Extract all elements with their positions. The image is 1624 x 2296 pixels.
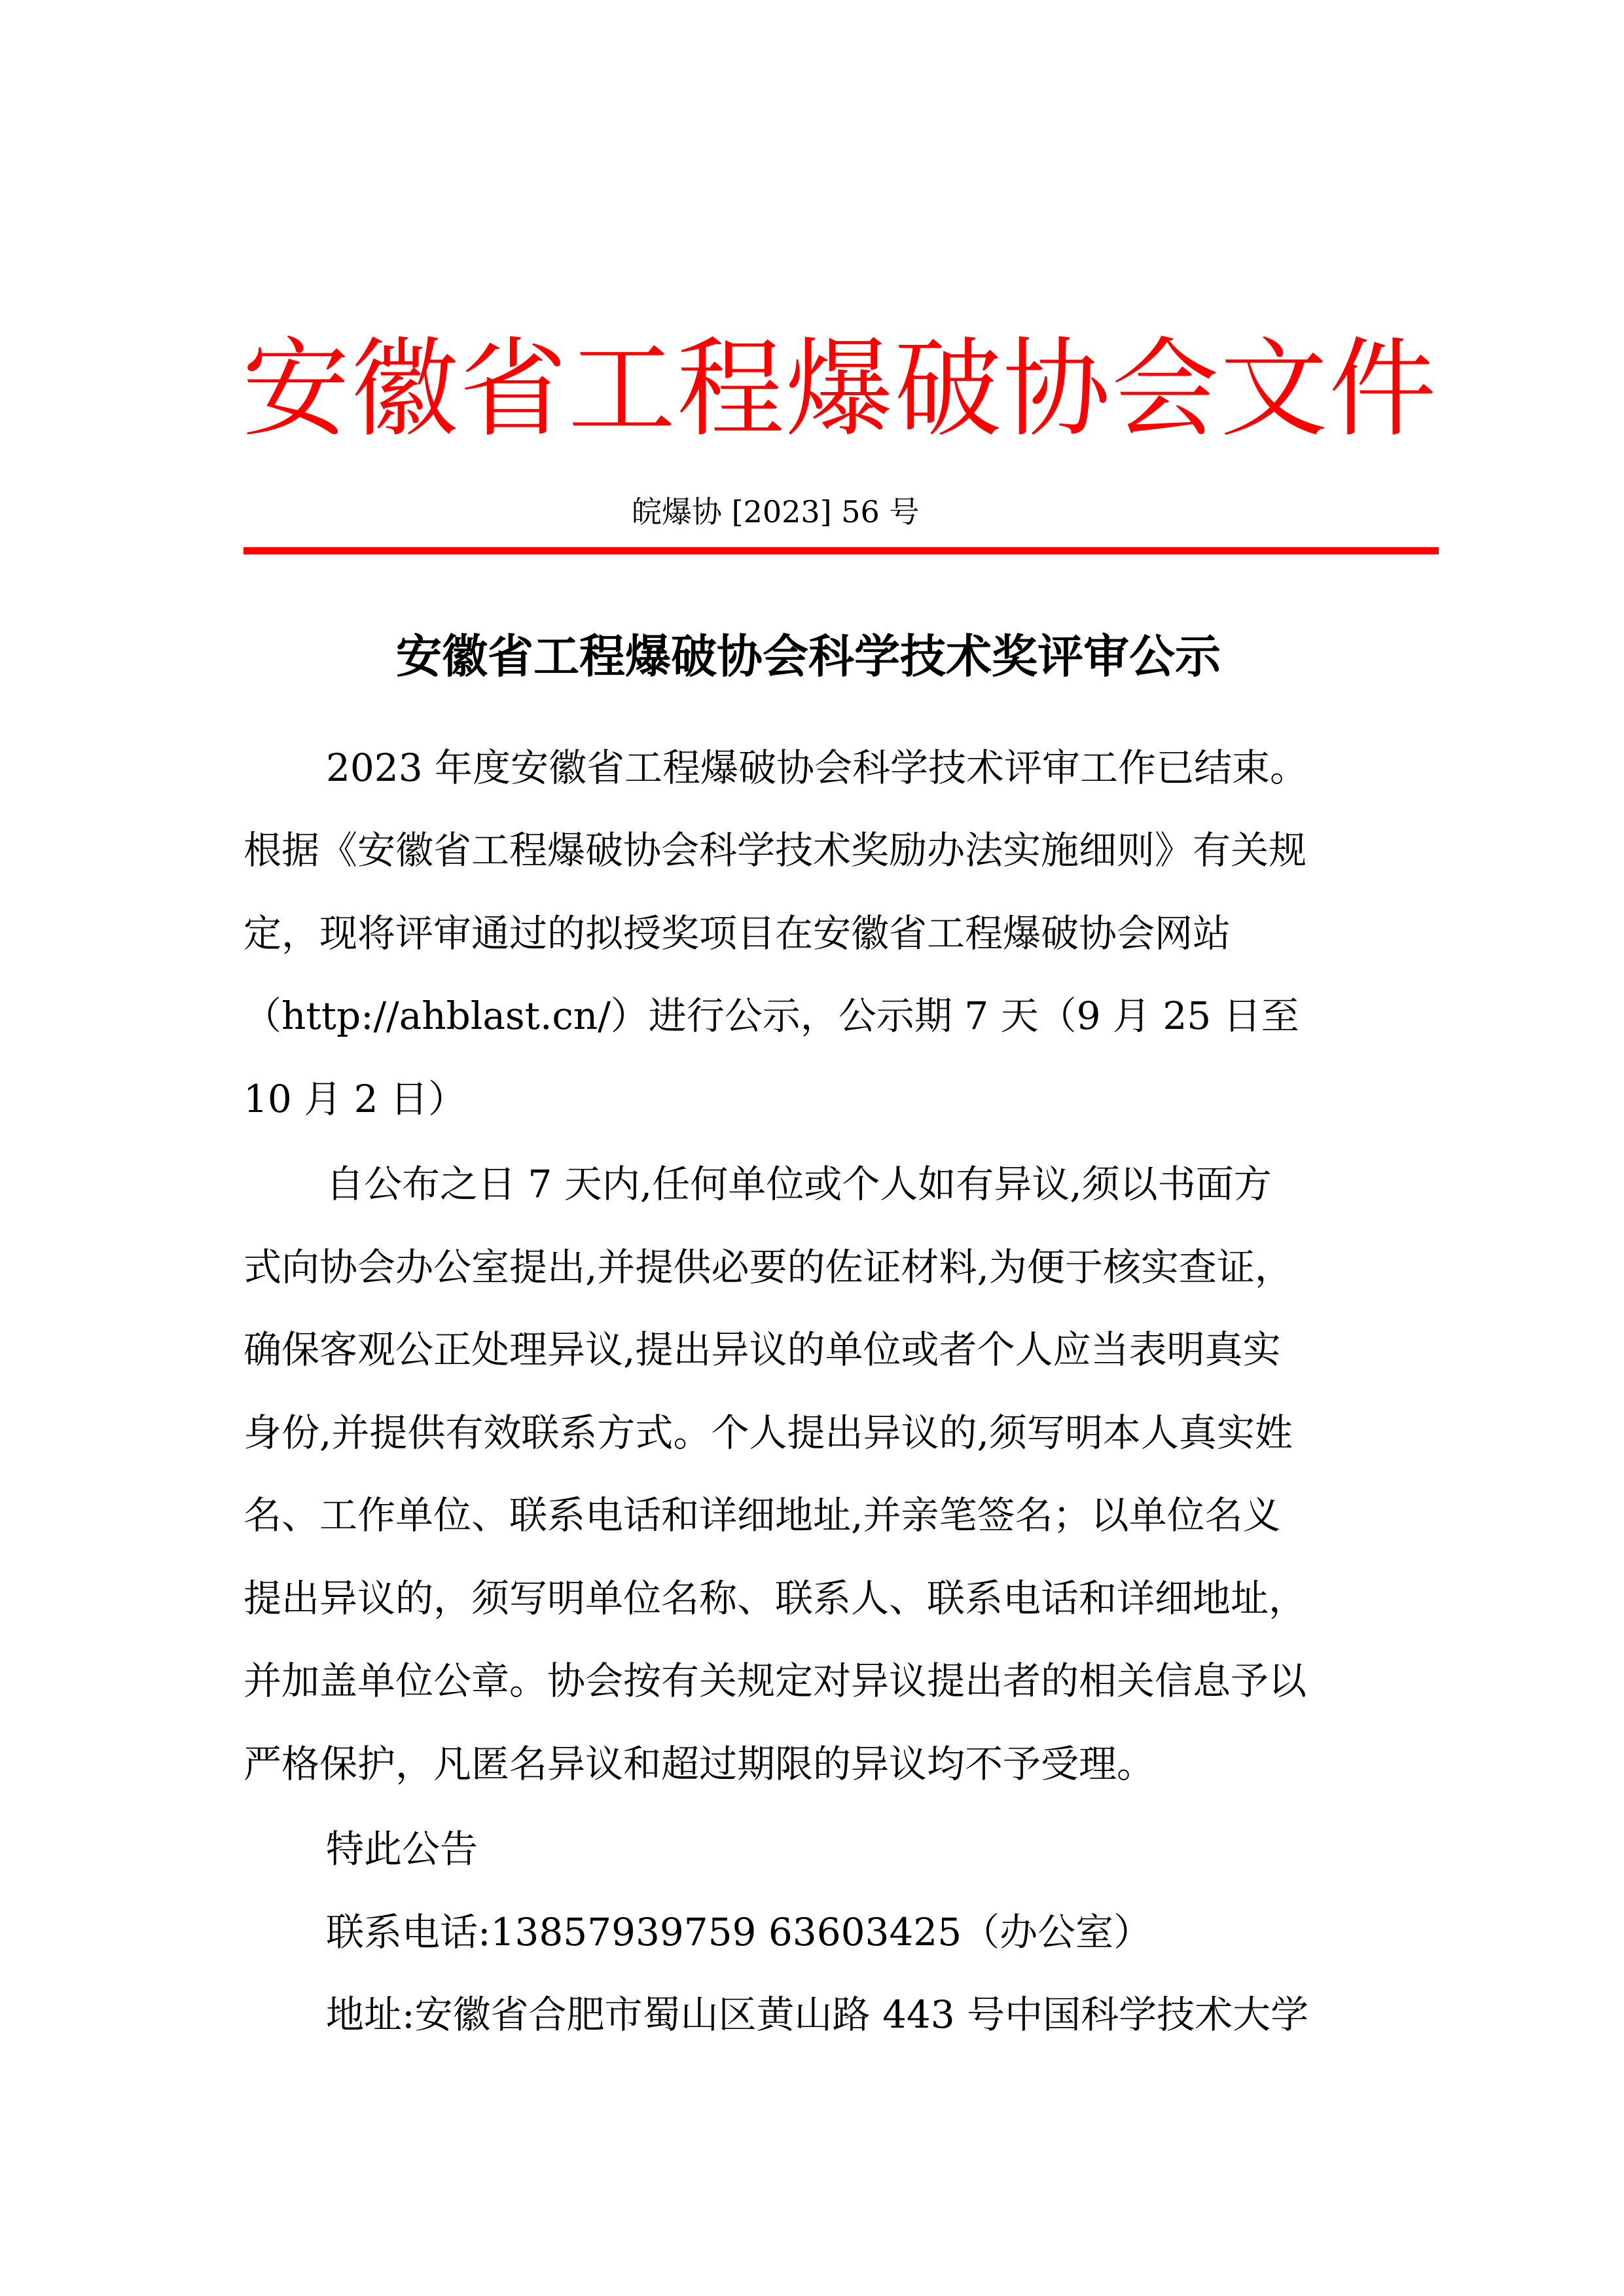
paragraph-2-line: 确保客观公正处理异议,提出异议的单位或者个人应当表明真实 <box>244 1327 1281 1372</box>
contact-phone: 联系电话:13857939759 63603425（办公室） <box>326 1910 1152 1954</box>
red-divider-line <box>244 547 1439 554</box>
paragraph-2-line: 身份,并提供有效联系方式。个人提出异议的,须写明本人真实姓 <box>244 1410 1293 1455</box>
paragraph-2-line: 并加盖单位公章。协会按有关规定对异议提出者的相关信息予以 <box>244 1659 1307 1703</box>
document-number: 皖爆协 [2023] 56 号 <box>632 494 920 529</box>
address: 地址:安徽省合肥市蜀山区黄山路 443 号中国科学技术大学 <box>326 1992 1309 2037</box>
paragraph-1-line: （http://ahblast.cn/）进行公示，公示期 7 天（9 月 25 日至 <box>244 994 1299 1038</box>
paragraph-2-line: 自公布之日 7 天内,任何单位或个人如有异议,须以书面方 <box>326 1162 1272 1206</box>
paragraph-2-line: 式向协会办公室提出,并提供必要的佐证材料,为便于核实查证， <box>244 1245 1293 1289</box>
paragraph-2-line: 严格保护，凡匿名异议和超过期限的异议均不予受理。 <box>244 1742 1155 1786</box>
announcement-title: 安徽省工程爆破协会科学技术奖评审公示 <box>396 630 1221 683</box>
paragraph-1-line: 10 月 2 日） <box>244 1077 467 1121</box>
paragraph-1-line: 定，现将评审通过的拟授奖项目在安徽省工程爆破协会网站 <box>244 911 1231 956</box>
paragraph-2-line: 名、工作单位、联系电话和详细地址,并亲笔签名；以单位名义 <box>244 1493 1281 1537</box>
document-header-title: 安徽省工程爆破协会文件 <box>242 327 1438 452</box>
closing-text: 特此公告 <box>326 1827 478 1871</box>
paragraph-2-line: 提出异议的，须写明单位名称、联系人、联系电话和详细地址， <box>244 1576 1307 1621</box>
paragraph-1-line: 2023 年度安徽省工程爆破协会科学技术评审工作已结束。 <box>326 745 1308 790</box>
paragraph-1-line: 根据《安徽省工程爆破协会科学技术奖励办法实施细则》有关规 <box>244 828 1307 872</box>
